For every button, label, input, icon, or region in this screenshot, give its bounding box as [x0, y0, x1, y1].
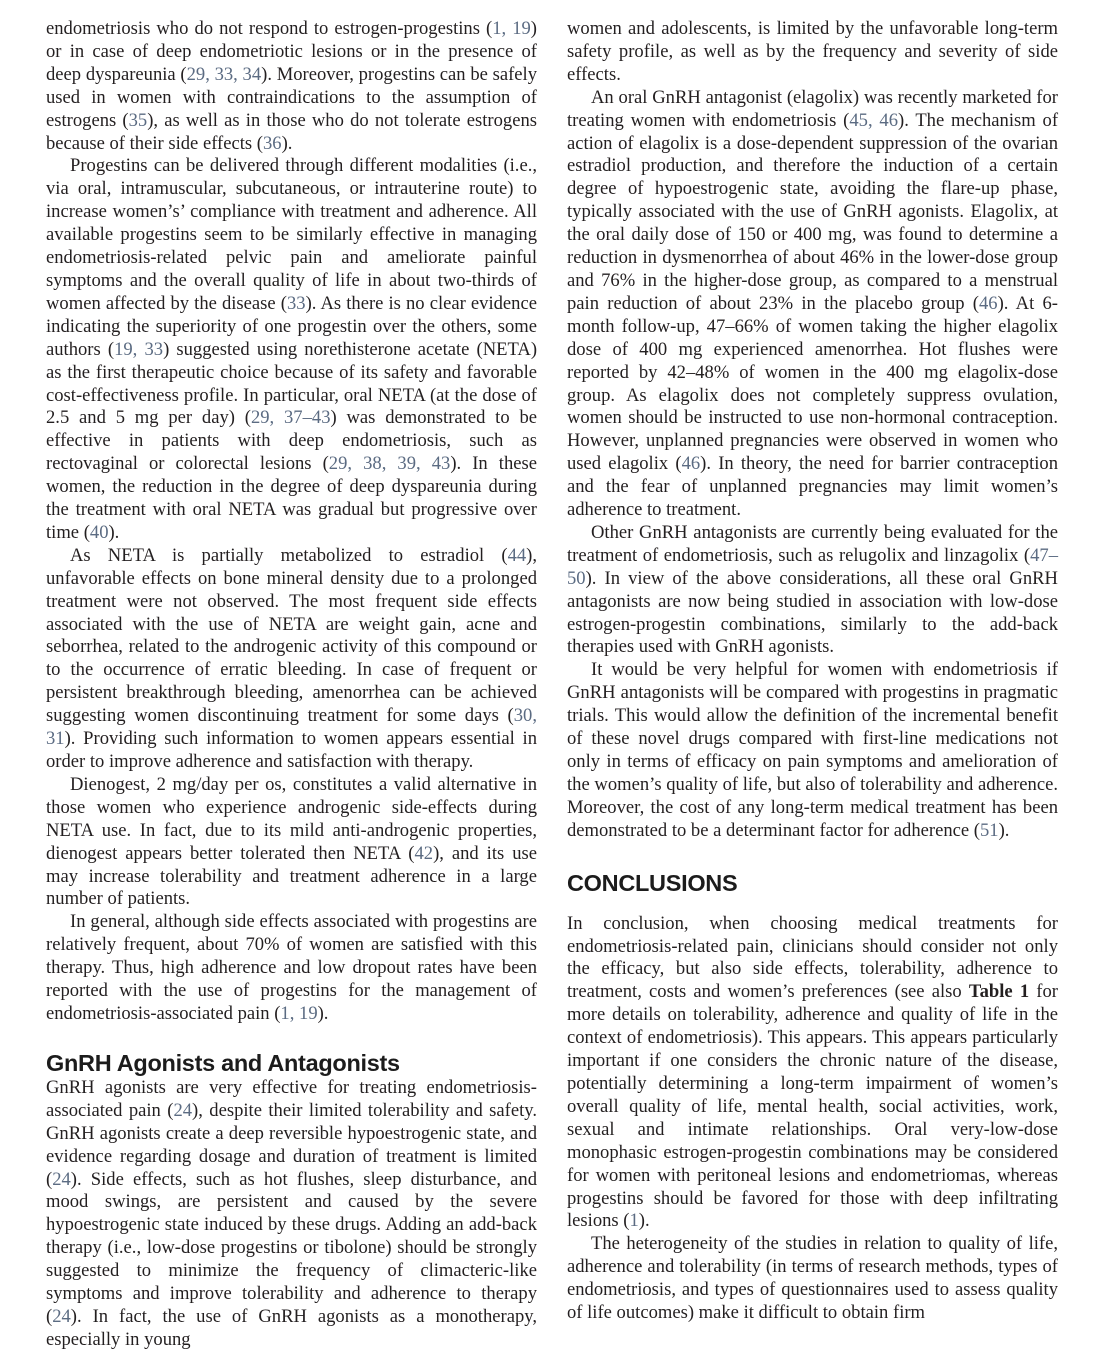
citation-link[interactable]: 24 [52, 1168, 71, 1190]
paragraph: women and adolescents, is limited by the unfavorable long-term safety profile, as well as by the frequency and severity of side effects. [567, 18, 1058, 85]
citation-link[interactable]: 29, 37–43 [250, 407, 331, 429]
paper-page [46, 18, 1058, 1352]
section-heading-gnrh: GnRH Agonists and Antagonists [46, 1049, 400, 1076]
paragraph: In general, although side effects associated with progestins are relatively frequent, about 70% of women are satisfied with this therapy. Thus, high adherence and low dropout rates have been reported with the use of progestins for the management of endometriosis-associated pain (1, 19). [46, 911, 537, 1024]
citation-link[interactable]: 33 [286, 292, 306, 314]
citation-link[interactable]: 24 [52, 1305, 71, 1327]
spacer [46, 1026, 537, 1050]
citation-link[interactable]: 51 [980, 819, 999, 841]
citation-link[interactable]: 47–50 [567, 544, 1058, 589]
right-column [567, 18, 1058, 1352]
citation-link[interactable]: 46 [681, 453, 701, 475]
paragraph: Dienogest, 2 mg/day per os, constitutes a valid alternative in those women who experience androgenic side-effects during NETA use. In fact, due to its mild anti-androgenic properties, dienogest appears better tolerated then NETA (42), and its use may increase tolerability and treatment adherence in a large number of patients. [46, 773, 537, 910]
citation-link[interactable]: 29, 33, 34 [186, 63, 262, 85]
paragraph: GnRH agonists are very effective for treating endometriosis-associated pain (24), despite their limited tolerability and safety. GnRH agonists create a deep reversible hypoestrogenic state, and evidence regarding dosage and duration of treatment is limited (24). Side effects, such as hot flushes, sleep disturbance, and mood swings, are persistent and caused by the severe hypoestrogenic state induced by these drugs. Adding an add-back therapy (i.e., low-dose progestins or tibolone) should be strongly suggested to minimize the frequency of climacteric-like symptoms and improve tolerability and adherence to therapy (24). In fact, the use of GnRH agonists as a monotherapy, especially in young [46, 1076, 537, 1350]
spacer [567, 897, 1058, 913]
paragraph: Other GnRH antagonists are currently being evaluated for the treatment of endometriosis, such as relugolix and linzagolix (47–50). In view of the above considerations, all these oral GnRH antagonists are now being studied in association with low-dose estrogen-progestin combinations, similarly to the add-back therapies used with GnRH agonists. [567, 521, 1058, 658]
citation-link[interactable]: 40 [89, 521, 109, 543]
paragraph: In conclusion, when choosing medical treatments for endometriosis-related pain, clinicians should consider not only the efficacy, but also side effects, tolerability, adherence to treatment, costs and women’s preferences (see also Table 1 for more details on tolerability, adherence and quality of life in the context of endometriosis). This appears. This appears particularly important if one considers the chronic nature of the disease, potentially determining a long-term impairment of women’s overall quality of life, mental health, social activities, work, sexual and intimate relationships. Oral very-low-dose monophasic estrogen-progestin combinations may be considered for women with peritoneal lesions and endometriomas, whereas progestins should be favored for those with deep infiltrating lesions (1). [567, 912, 1058, 1232]
citation-link[interactable]: 1, 19 [280, 1002, 318, 1024]
citation-link[interactable]: 45, 46 [849, 109, 898, 131]
citation-link[interactable]: 30, 31 [46, 705, 537, 750]
paragraph: It would be very helpful for women with endometriosis if GnRH antagonists will be compared with progestins in pragmatic trials. This would allow the definition of the incremental benefit of these novel drugs compared with first-line medications not only in terms of efficacy on pain symptoms and amelioration of the women’s quality of life, but also of tolerability and adherence. Moreover, the cost of any long-term medical treatment has been demonstrated to be a determinant factor for adherence (51). [567, 659, 1058, 841]
spacer [567, 843, 1058, 870]
citation-link[interactable]: 29, 38, 39, 43 [328, 453, 451, 475]
table-reference[interactable]: Table 1 [968, 981, 1030, 1003]
paragraph: The heterogeneity of the studies in relation to quality of life, adherence and tolerability (in terms of research methods, types of endometriosis, and types of questionnaires used to assess quality of life outcomes) make it difficult to obtain firm [567, 1233, 1058, 1324]
citation-link[interactable]: 1, 19 [492, 18, 531, 39]
citation-link[interactable]: 42 [414, 842, 434, 864]
section-heading-conclusions: CONCLUSIONS [567, 869, 738, 896]
paragraph: endometriosis who do not respond to estrogen-progestins (1, 19) or in case of deep endometriotic lesions or in the presence of deep dyspareunia (29, 33, 34). Moreover, progestins can be safely used in women with contraindications to the assumption of estrogens (35), as well as in those who do not tolerate estrogens because of their side effects (36). [46, 18, 537, 154]
citation-link[interactable]: 19, 33 [114, 338, 164, 360]
citation-link[interactable]: 1 [629, 1210, 639, 1232]
citation-link[interactable]: 44 [507, 544, 527, 566]
citation-link[interactable]: 35 [128, 109, 148, 131]
citation-link[interactable]: 24 [173, 1099, 193, 1121]
citation-link[interactable]: 36 [263, 132, 282, 154]
paragraph: Progestins can be delivered through different modalities (i.e., via oral, intramuscular, subcutaneous, or intrauterine route) to increase women’s’ compliance with treatment and adherence. All available progestins seem to be similarly effective in managing endometriosis-related pelvic pain and ameliorate painful symptoms and the overall quality of life in about two-thirds of women affected by the disease (33). As there is no clear evidence indicating the superiority of one progestin over the others, some authors (19, 33) suggested using norethisterone acetate (NETA) as the first therapeutic choice because of its safety and favorable cost-effectiveness profile. In particular, oral NETA (at the dose of 2.5 and 5 mg per day) (29, 37–43) was demonstrated to be effective in patients with deep endometriosis, such as rectovaginal or colorectal lesions (29, 38, 39, 43). In these women, the reduction in the degree of deep dyspareunia during the treatment with oral NETA was gradual but progressive over time (40). [46, 155, 538, 543]
left-column [46, 18, 537, 1352]
paragraph: As NETA is partially metabolized to estradiol (44), unfavorable effects on bone mineral density due to a prolonged treatment were not observed. The most frequent side effects associated with the use of NETA are weight gain, acne and seborrhea, related to the androgenic activity of this compound or to the occurrence of erratic bleeding. In case of frequent or persistent breakthrough bleeding, amenorrhea can be achieved suggesting women discontinuing treatment for some days (30, 31). Providing such information to women appears essential in order to improve adherence and satisfaction with therapy. [46, 544, 537, 772]
citation-link[interactable]: 46 [978, 292, 998, 314]
paragraph: An oral GnRH antagonist (elagolix) was recently marketed for treating women with endometriosis (45, 46). The mechanism of action of elagolix is a dose-dependent suppression of the ovarian estradiol production, and therefore the induction of a certain degree of hypoestrogenic state, avoiding the flare-up phase, typically associated with the use of GnRH agonists. Elagolix, at the oral daily dose of 150 or 400 mg, was found to determine a reduction in dysmenorrhea of about 46% in the lower-dose group and 76% in the higher-dose group, as compared to a menstrual pain reduction of about 23% in the placebo group (46). At 6-month follow-up, 47–66% of women taking the higher elagolix dose of 400 mg experienced amenorrhea. Hot flushes were reported by 42–48% of women in the 400 mg elagolix-dose group. As elagolix does not completely suppress ovulation, women should be instructed to use non-hormonal contraception. However, unplanned pregnancies were observed in women who used elagolix (46). In theory, the need for barrier contraception and the fear of unplanned pregnancies may limit women’s adherence to treatment. [567, 86, 1059, 521]
